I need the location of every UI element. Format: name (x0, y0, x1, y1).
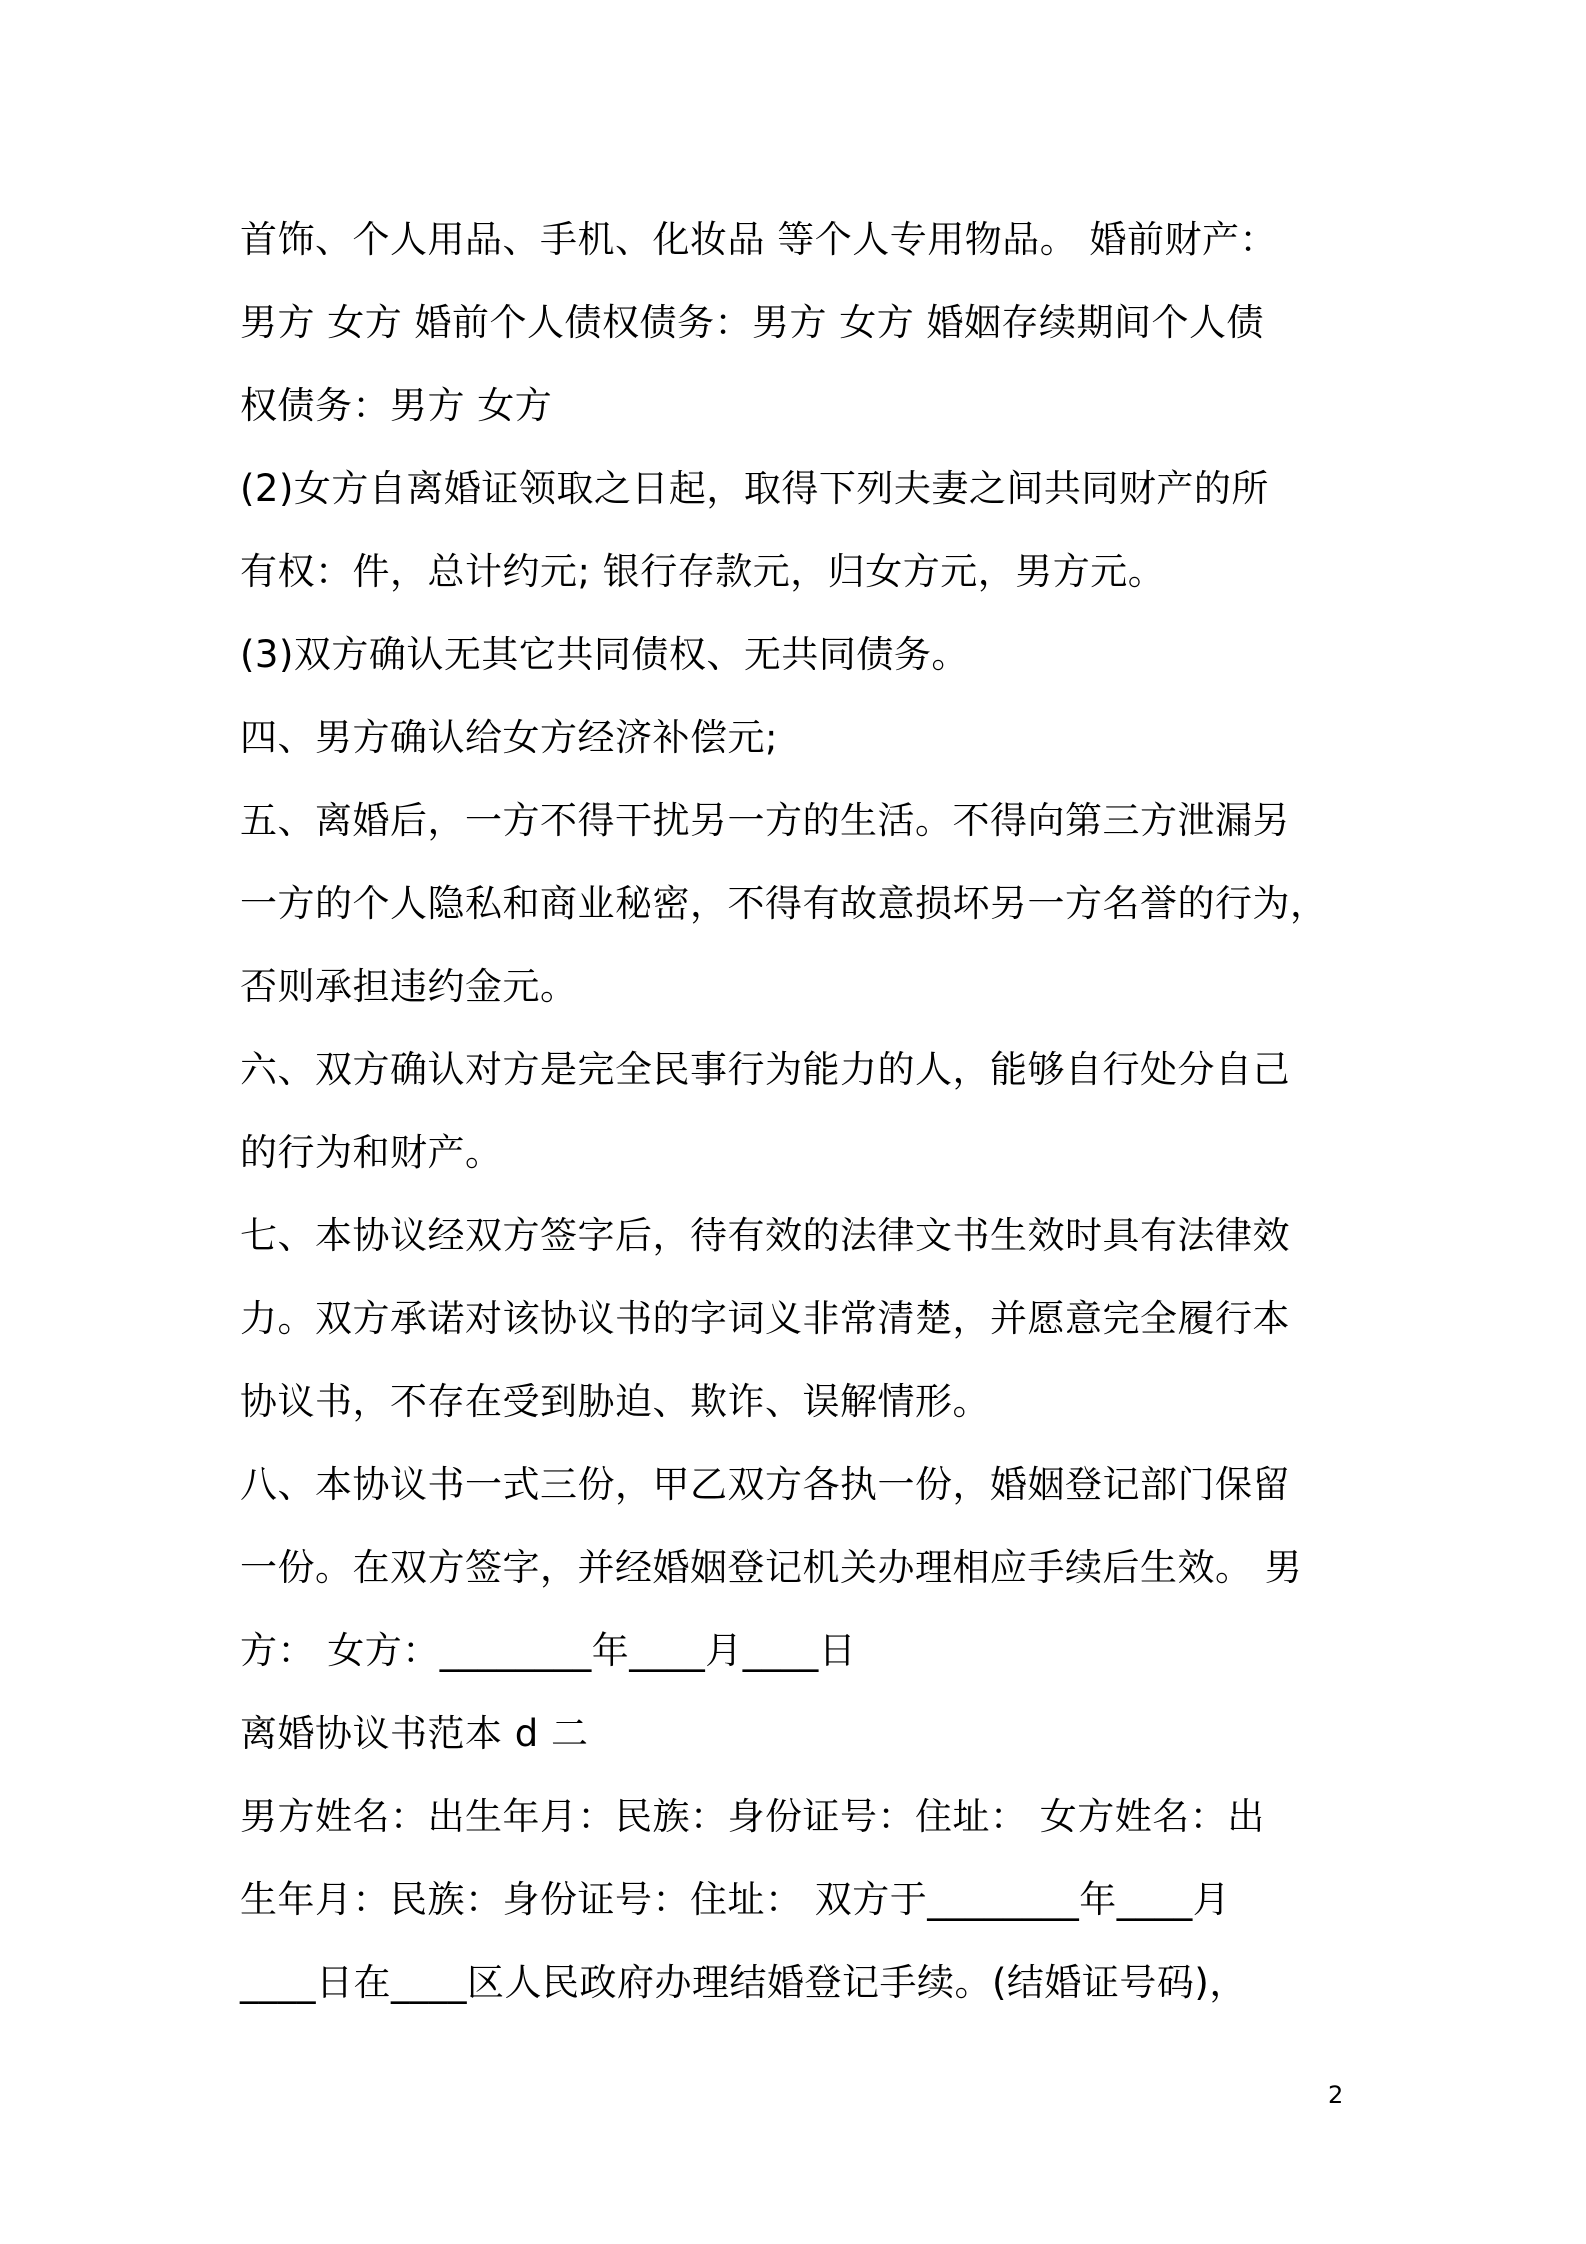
text-line: ____日在____区人民政府办理结婚登记手续。(结婚证号码)， (240, 1961, 1247, 2004)
text-line: 男方 女方 婚前个人债权债务：男方 女方 婚姻存续期间个人债 (240, 301, 1265, 344)
text-line: 否则承担违约金元。 (240, 965, 578, 1008)
text-line: 的行为和财产。 (240, 1131, 503, 1174)
document-body (240, 198, 1360, 2024)
text-line: 一份。在双方签字，并经婚姻登记机关办理相应手续后生效。 男 (240, 1546, 1303, 1589)
text-line: 五、离婚后，一方不得干扰另一方的生活。不得向第三方泄漏另 (240, 799, 1290, 842)
text-line: (2)女方自离婚证领取之日起，取得下列夫妻之间共同财产的所 (240, 467, 1269, 510)
text-line: 七、本协议经双方签字后，待有效的法律文书生效时具有法律效 (240, 1214, 1290, 1257)
text-line: 首饰、个人用品、手机、化妆品 等个人专用物品。 婚前财产： (240, 218, 1278, 261)
text-line: 一方的个人隐私和商业秘密，不得有故意损坏另一方名誉的行为， (240, 882, 1328, 925)
text-line: 协议书，不存在受到胁迫、欺诈、误解情形。 (240, 1380, 990, 1423)
text-line: 男方姓名：出生年月：民族：身份证号：住址： 女方姓名：出 (240, 1795, 1265, 1838)
text-line: 生年月：民族：身份证号：住址： 双方于________年____月 (240, 1878, 1231, 1921)
text-line: 权债务：男方 女方 (240, 384, 553, 427)
section-heading: 离婚协议书范本 d 二 (240, 1712, 589, 1755)
text-line: 方： 女方：________年____月____日 (240, 1629, 857, 1672)
text-line: 六、双方确认对方是完全民事行为能力的人，能够自行处分自己 (240, 1048, 1290, 1091)
text-line: 四、男方确认给女方经济补偿元; (240, 716, 778, 759)
text-line: 八、本协议书一式三份，甲乙双方各执一份，婚姻登记部门保留 (240, 1463, 1290, 1506)
text-line: 有权：件，总计约元; 银行存款元，归女方元，男方元。 (240, 550, 1166, 593)
text-line: (3)双方确认无其它共同债权、无共同债务。 (240, 633, 969, 676)
page-number: 2 (1328, 2081, 1344, 2109)
text-line: 力。双方承诺对该协议书的字词义非常清楚，并愿意完全履行本 (240, 1297, 1290, 1340)
